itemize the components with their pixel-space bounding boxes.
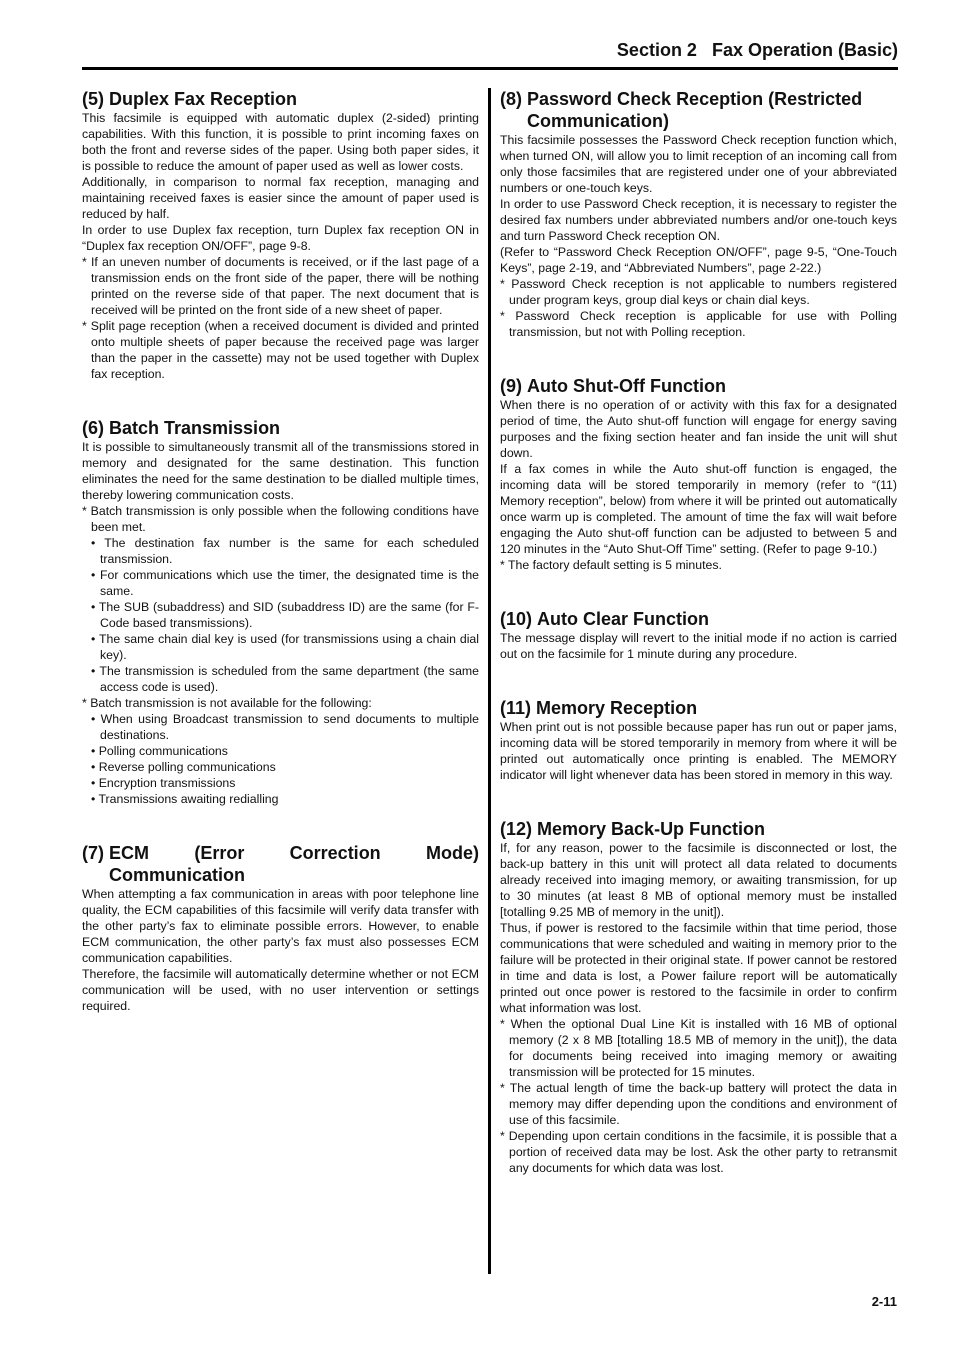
- note: * Password Check reception is not applicable to numbers registered under program keys, group dial keys or chain dial keys.: [500, 277, 897, 307]
- paragraph: This facsimile possesses the Password Check reception function which, when turned ON, will allow you to limit reception of an incoming call from only those facsimiles that are registered under one of your abbreviated numbers or one-touch keys.: [500, 133, 897, 195]
- paragraph: (Refer to “Password Check Reception ON/OFF”, page 9-5, “One-Touch Keys”, page 2-19, and “Abbreviated Numbers”, page 2-22.): [500, 245, 897, 275]
- spacer: [500, 340, 897, 375]
- column-divider: [488, 88, 491, 1274]
- paragraph: Thus, if power is restored to the facsimile within that time period, those communications that were scheduled and waiting in memory prior to the failure will be protected in their original state. If power cannot be restored in time and data is lost, a Power failure report will be automatically printed out once power is restored to the facsimile in order to confirm what information was lost.: [500, 921, 897, 1015]
- paragraph: When there is no operation of or activity with this fax for a designated period of time, the Auto shut-off function will engage for energy saving purposes and the fixing section heater and fan inside the unit will shut down.: [500, 398, 897, 460]
- spacer: [500, 662, 897, 697]
- section-heading: (11) Memory Reception: [500, 698, 698, 718]
- spacer: [82, 807, 479, 842]
- section-duplex-fax-reception: [82, 88, 479, 382]
- paragraph: Therefore, the facsimile will automatically determine whether or not ECM communication will be used, with no user intervention or settings required.: [82, 967, 479, 1013]
- section-auto-shut-off: [500, 375, 897, 573]
- section-heading: (5) Duplex Fax Reception: [82, 89, 298, 109]
- bullet-item: • The same chain dial key is used (for transmissions using a chain dial key).: [91, 632, 479, 662]
- paragraph: In order to use Password Check reception, it is necessary to register the desired fax numbers under abbreviated numbers and/or one-touch keys and turn Password Check reception ON.: [500, 197, 897, 243]
- section-password-check-reception: [500, 88, 897, 340]
- section-title: Section 2 Fax Operation (Basic): [616, 40, 898, 60]
- page-header: [82, 38, 898, 70]
- note: * Password Check reception is applicable for use with Polling transmission, but not with Polling reception.: [500, 309, 897, 339]
- spacer: [500, 573, 897, 608]
- bullet-item: • The SUB (subaddress) and SID (subaddress ID) are the same (for F-Code based transmissions).: [91, 600, 479, 630]
- note: * Batch transmission is not available for the following:: [82, 696, 372, 710]
- note: * The actual length of time the back-up battery will protect the data in memory may differ depending upon the conditions and environment of use of this facsimile.: [500, 1081, 897, 1127]
- section-heading: (10) Auto Clear Function: [500, 609, 710, 629]
- paragraph: In order to use Duplex fax reception, turn Duplex fax reception ON in “Duplex fax reception ON/OFF”, page 9-8.: [82, 223, 479, 253]
- section-heading: (6) Batch Transmission: [82, 418, 281, 438]
- bullet-item: • Encryption transmissions: [91, 776, 236, 790]
- paragraph: The message display will revert to the initial mode if no action is carried out on the facsimile for 1 minute during any procedure.: [500, 631, 897, 661]
- note: * If an uneven number of documents is received, or if the last page of a transmission ends on the front side of the paper, there will be nothing printed on the reverse side of that paper. The next document that is received will be printed on the front side of a new sheet of paper.: [82, 255, 479, 317]
- right-column: [500, 88, 897, 1176]
- note: * The factory default setting is 5 minutes.: [500, 558, 722, 572]
- section-heading: (12) Memory Back-Up Function: [500, 819, 766, 839]
- bullet-item: • The destination fax number is the same for each scheduled transmission.: [91, 536, 479, 566]
- bullet-item: • Transmissions awaiting redialling: [91, 792, 279, 806]
- paragraph: If, for any reason, power to the facsimile is disconnected or lost, the back-up battery in this unit will protect all data related to documents already received into imaging memory, or awaiting transmission, for up to 30 minutes (at least 8 MB of optional memory must be installed [totalling 9.25 MB of memory in the unit]).: [500, 841, 897, 919]
- page-number: 2-11: [871, 1294, 897, 1309]
- note: * Depending upon certain conditions in the facsimile, it is possible that a portion of received data may be lost. Ask the other party to retransmit any documents for which data was lost.: [500, 1129, 897, 1175]
- paragraph: Additionally, in comparison to normal fax reception, managing and maintaining received faxes is easier since the amount of paper used is reduced by half.: [82, 175, 479, 221]
- bullet-item: • The transmission is scheduled from the same department (the same access code is used).: [91, 664, 479, 694]
- paragraph: It is possible to simultaneously transmit all of the transmissions stored in memory and designated for the same destination. This function eliminates the need for the same destination to be dialled multiple times, thereby lowering communication costs.: [82, 440, 479, 502]
- note: * When the optional Dual Line Kit is installed with 16 MB of optional memory (2 x 8 MB [totalling 18.5 MB of memory in the unit]), the data for documents being received into imaging memory or awaiting transmission will be protected for 15 minutes.: [500, 1017, 897, 1079]
- note: * Split page reception (when a received document is divided and printed onto multiple sheets of paper because the received page was larger than the paper in the cassette) may not be used together with Duplex fax reception.: [82, 319, 479, 381]
- section-ecm-communication: [82, 842, 479, 1014]
- section-memory-back-up: [500, 818, 897, 1176]
- bullet-item: • When using Broadcast transmission to send documents to multiple destinations.: [91, 712, 479, 742]
- spacer: [82, 382, 479, 417]
- bullet-item: • For communications which use the timer, the designated time is the same.: [91, 568, 479, 598]
- section-heading: (7) ECM (Error Correction Mode) Communication: [82, 843, 479, 885]
- left-column: [82, 88, 479, 1014]
- paragraph: If a fax comes in while the Auto shut-off function is engaged, the incoming data will be stored temporarily in memory (refer to “(11) Memory reception”, below) from where it will be printed out automatically once warm up is completed. The amount of time the fax will wait before engaging the Auto shut-off function can be adjusted to between 5 and 120 minutes in the “Auto Shut-Off Time” setting. (Refer to page 9-10.): [500, 462, 897, 556]
- section-auto-clear: [500, 608, 897, 662]
- spacer: [500, 783, 897, 818]
- section-heading: (8) Password Check Reception (Restricted Communication): [500, 89, 863, 131]
- section-memory-reception: [500, 697, 897, 783]
- note: * Batch transmission is only possible when the following conditions have been met.: [82, 504, 479, 534]
- paragraph: This facsimile is equipped with automatic duplex (2-sided) printing capabilities. With this function, it is possible to print incoming faxes on both the front and reverse sides of the paper. Using both paper sides, it is possible to reduce the amount of paper used as well as lower costs.: [82, 111, 479, 173]
- bullet-item: • Reverse polling communications: [91, 760, 276, 774]
- bullet-item: • Polling communications: [91, 744, 228, 758]
- paragraph: When attempting a fax communication in areas with poor telephone line quality, the ECM capabilities of this facsimile will verify data transfer with the other party’s fax to eliminate possible errors. However, to enable ECM communication, the other party’s fax must also possesses ECM communication capabilities.: [82, 887, 479, 965]
- section-batch-transmission: [82, 417, 479, 807]
- paragraph: When print out is not possible because paper has run out or paper jams, incoming data will be stored temporarily in memory from where it will be printed out automatically once printing is enabled. The MEMORY indicator will light whenever data has been stored in memory in this way.: [500, 720, 897, 782]
- section-heading: (9) Auto Shut-Off Function: [500, 376, 726, 396]
